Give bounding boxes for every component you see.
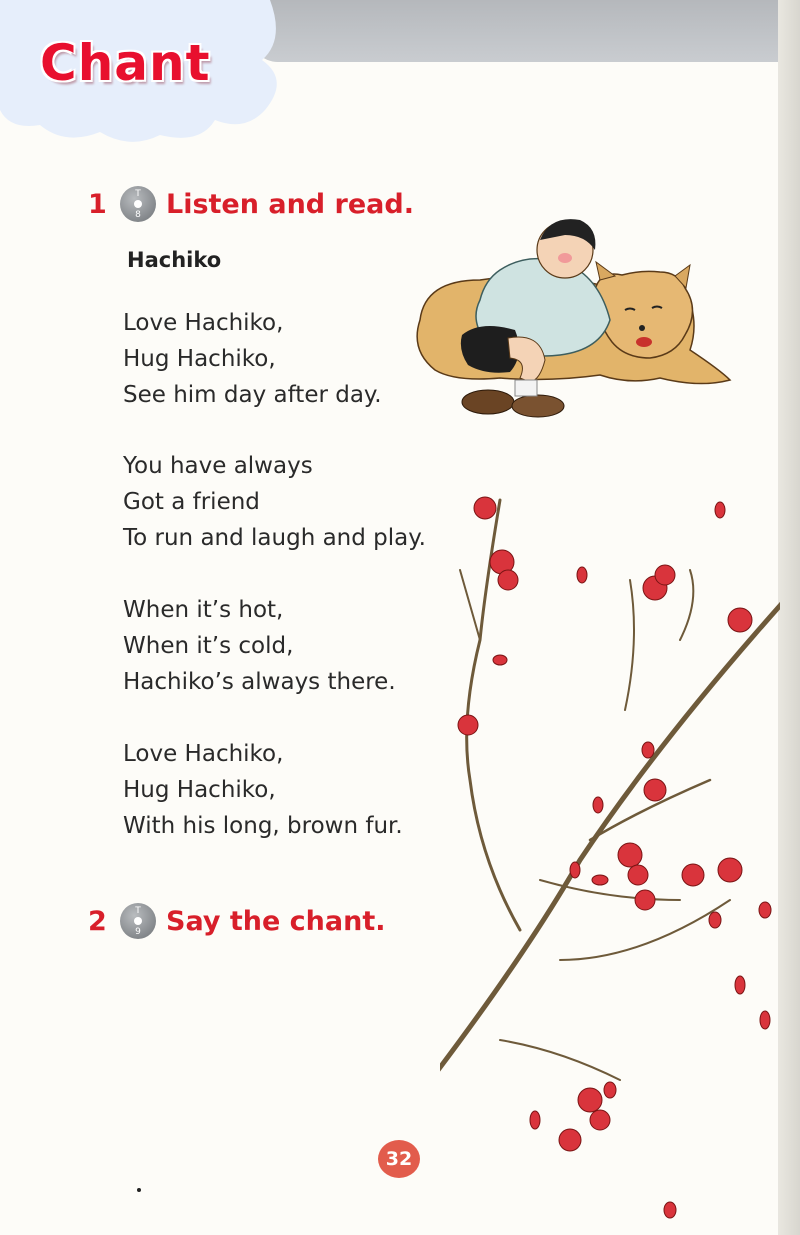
step-1 [88,186,414,222]
poem-line: Love Hachiko, [123,310,284,336]
poem-line: Got a friend [123,489,260,515]
step-2 [88,903,386,939]
page-number-badge: 32 [378,1140,420,1178]
header-band [250,0,800,62]
page-title: Chant [40,34,211,92]
poem-line: When it’s hot, [123,597,284,623]
poem-line: With his long, brown fur. [123,813,403,839]
cd-icon[interactable]: T 8 [120,186,156,222]
step-number: 1 [88,188,107,220]
poem-line: See him day after day. [123,382,382,408]
page-edge [778,0,800,1235]
poem-line: Hug Hachiko, [123,777,276,803]
poem-line: Love Hachiko, [123,741,284,767]
poem-stanza-4 [123,736,403,844]
poem-line: You have always [123,453,313,479]
step-instruction: Listen and read. [166,188,414,220]
poem-line: To run and laugh and play. [123,525,426,551]
step-instruction: Say the chant. [166,905,386,937]
poem-line: Hachiko’s always there. [123,669,396,695]
blossom-branch-illustration [440,480,780,1220]
poem-line: When it’s cold, [123,633,294,659]
speck [137,1188,141,1192]
boy-hugging-dog-illustration [400,210,745,425]
poem-stanza-1 [123,305,382,413]
poem-stanza-2 [123,448,426,556]
cd-icon[interactable]: T 9 [120,903,156,939]
poem-stanza-3 [123,592,396,700]
poem-title: Hachiko [127,248,222,272]
step-number: 2 [88,905,107,937]
poem-line: Hug Hachiko, [123,346,276,372]
